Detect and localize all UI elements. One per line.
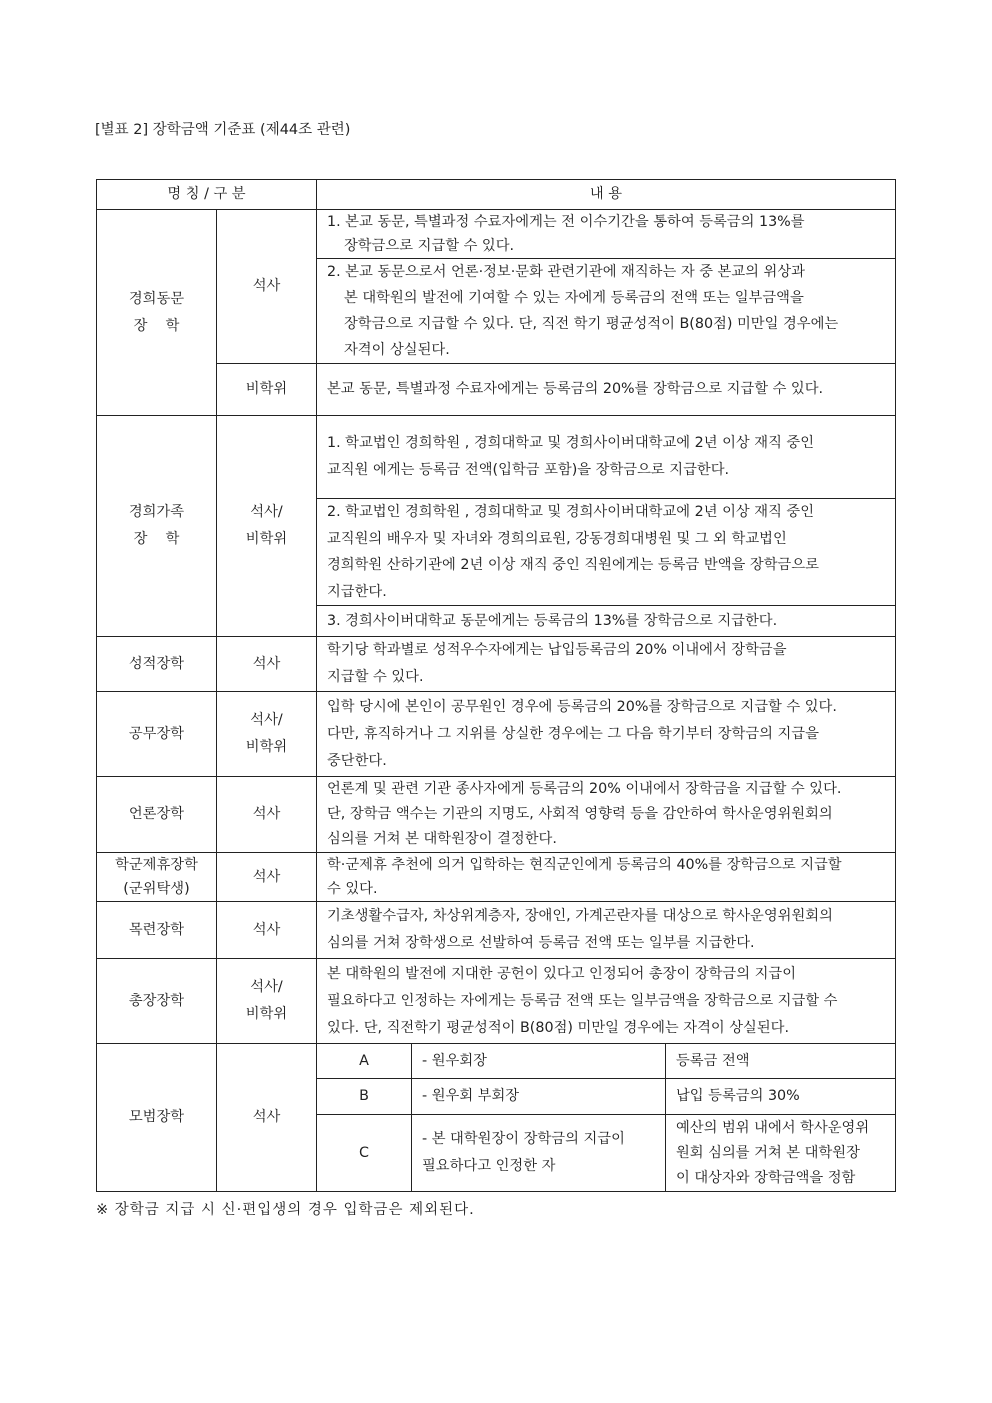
page-title: [별표 2] 장학금액 기준표 (제44조 관련) xyxy=(95,122,351,138)
grades-content: 학기당 학과별로 성적우수자에게는 납입등록금의 20% 이내에서 장학금을 지급할 수 있다. xyxy=(317,637,896,692)
grades-degree-cell: 석사 xyxy=(217,637,317,692)
table-row xyxy=(97,637,896,692)
khalumni-nondegree-cell: 비학위 xyxy=(217,364,317,416)
khfamily-item3: 3. 경희사이버대학교 동문에게는 등록금의 13%를 장학금으로 지급한다. xyxy=(317,606,896,637)
military-name-cell: 학군제휴장학 (군위탁생) xyxy=(97,853,217,902)
president-content: 본 대학원의 발전에 지대한 공헌이 있다고 인정되어 총장이 장학금의 지급이 필요하다고 인정하는 자에게는 등록금 전액 또는 일부금액을 장학금으로 지급할 수 있다. 단, 직전학기 평균성적이 B(80점) 미만일 경우에는 자격이 상실된다. xyxy=(317,959,896,1044)
khalumni-item1: 1. 본교 동문, 특별과정 수료자에게는 전 이수기간을 통하여 등록금의 13%를 장학금으로 지급할 수 있다. xyxy=(317,210,896,259)
mokryeon-degree-cell: 석사 xyxy=(217,902,317,959)
scholarship-table xyxy=(96,179,896,1192)
press-name-cell: 언론장학 xyxy=(97,777,217,853)
footnote: ※ 장학금 지급 시 신·편입생의 경우 입학금은 제외된다. xyxy=(96,1202,475,1218)
table-row xyxy=(97,902,896,959)
table-row xyxy=(97,364,896,416)
military-content: 학·군제휴 추천에 의거 입학하는 현직군인에게 등록금의 40%를 장학금으로 지급할 수 있다. xyxy=(317,853,896,902)
model-degree-cell: 석사 xyxy=(217,1044,317,1192)
khalumni-name-cell: 경희동문 장 학 xyxy=(97,210,217,416)
khalumni-item2: 2. 본교 동문으로서 언론·정보·문화 관련기관에 재직하는 자 중 본교의 위상과 본 대학원의 발전에 기여할 수 있는 자에게 등록금의 전액 또는 일부금액을 장학금으로 지급할 수 있다. 단, 직전 학기 평균성적이 B(80점) 미만일 경우에는 자격이 상실된다. xyxy=(317,259,896,364)
public-name-cell: 공무장학 xyxy=(97,692,217,777)
table-row xyxy=(97,853,896,902)
military-degree-cell: 석사 xyxy=(217,853,317,902)
khfamily-item2: 2. 학교법인 경희학원 , 경희대학교 및 경희사이버대학교에 2년 이상 재직 중인 교직원의 배우자 및 자녀와 경희의료원, 강동경희대병원 및 그 외 학교법인 경희학원 산하기관에 2년 이상 재직 중인 직원에게는 등록금 반액을 장학금으로 지급한다. xyxy=(317,499,896,606)
press-content: 언론계 및 관련 기관 종사자에게 등록금의 20% 이내에서 장학금을 지급할 수 있다. 단, 장학금 액수는 기관의 지명도, 사회적 영향력 등을 감안하여 학사운영위원회의 심의를 거쳐 본 대학원장이 결정한다. xyxy=(317,777,896,853)
model-grade-c: C xyxy=(317,1115,412,1192)
model-amount-a: 등록금 전액 xyxy=(666,1044,896,1079)
president-name-cell: 총장장학 xyxy=(97,959,217,1044)
president-degree-cell: 석사/ 비학위 xyxy=(217,959,317,1044)
press-degree-cell: 석사 xyxy=(217,777,317,853)
grades-name-cell: 성적장학 xyxy=(97,637,217,692)
model-amount-b: 납입 등록금의 30% xyxy=(666,1079,896,1115)
table-row xyxy=(97,692,896,777)
header-row xyxy=(97,180,896,210)
public-degree-cell: 석사/ 비학위 xyxy=(217,692,317,777)
mokryeon-content: 기초생활수급자, 차상위계층자, 장애인, 가계곤란자를 대상으로 학사운영위원회의 심의를 거쳐 장학생으로 선발하여 등록금 전액 또는 일부를 지급한다. xyxy=(317,902,896,959)
table-row xyxy=(97,777,896,853)
header-content: 내 용 xyxy=(317,180,896,210)
khfamily-name-cell: 경희가족 장 학 xyxy=(97,416,217,637)
table-row xyxy=(97,210,896,259)
model-amount-c: 예산의 범위 내에서 학사운영위 원회 심의를 거쳐 본 대학원장 이 대상자와 장학금액을 정함 xyxy=(666,1115,896,1192)
model-who-a: - 원우회장 xyxy=(412,1044,666,1079)
model-who-b: - 원우회 부회장 xyxy=(412,1079,666,1115)
model-grade-b: B xyxy=(317,1079,412,1115)
khalumni-nondegree-text: 본교 동문, 특별과정 수료자에게는 등록금의 20%를 장학금으로 지급할 수 있다. xyxy=(317,364,896,416)
table-row xyxy=(97,1044,896,1079)
mokryeon-name-cell: 목련장학 xyxy=(97,902,217,959)
khfamily-degree-cell: 석사/ 비학위 xyxy=(217,416,317,637)
public-content: 입학 당시에 본인이 공무원인 경우에 등록금의 20%를 장학금으로 지급할 수 있다. 다만, 휴직하거나 그 지위를 상실한 경우에는 그 다음 학기부터 장학금의 지급을 중단한다. xyxy=(317,692,896,777)
model-grade-a: A xyxy=(317,1044,412,1079)
table-row xyxy=(97,416,896,499)
header-name-category: 명 칭 / 구 분 xyxy=(97,180,317,210)
khalumni-masters-cell: 석사 xyxy=(217,210,317,364)
model-who-c: - 본 대학원장이 장학금의 지급이 필요하다고 인정한 자 xyxy=(412,1115,666,1192)
model-name-cell: 모범장학 xyxy=(97,1044,217,1192)
table-row xyxy=(97,959,896,1044)
khfamily-item1: 1. 학교법인 경희학원 , 경희대학교 및 경희사이버대학교에 2년 이상 재직 중인 교직원 에게는 등록금 전액(입학금 포함)을 장학금으로 지급한다. xyxy=(317,416,896,499)
